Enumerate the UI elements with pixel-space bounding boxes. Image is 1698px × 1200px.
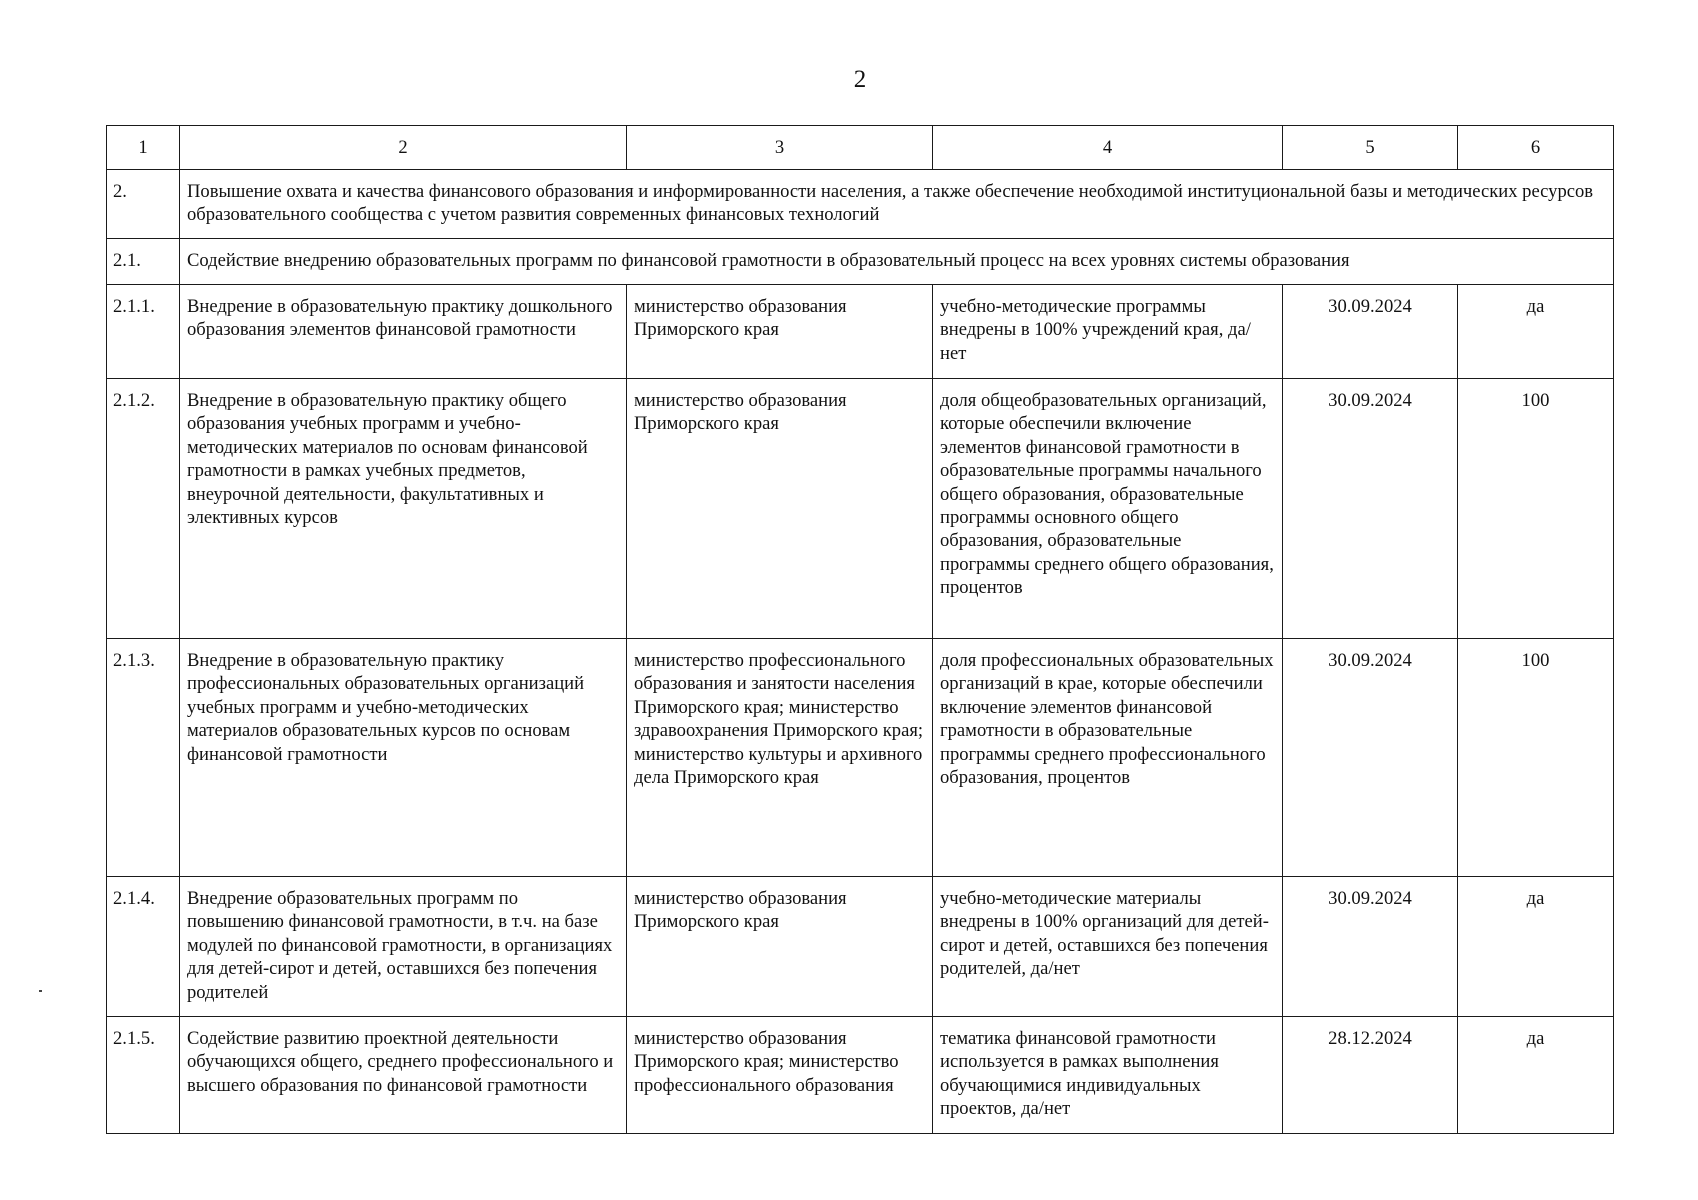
measure-cell: Содействие развитию проектной деятельности обучающихся общего, среднего профессионального и высшего образования по финансовой грамотности <box>180 1017 627 1134</box>
column-number-6: 6 <box>1458 126 1614 170</box>
measure-cell: Внедрение в образовательную практику профессиональных образовательных организаций учебных программ и учебно-методических материалов образовательных курсов по основам финансовой грамотности <box>180 639 627 877</box>
indicator-cell: тематика финансовой грамотности используется в рамках выполнения обучающимися индивидуальных проектов, да/нет <box>933 1017 1283 1134</box>
subsection-number: 2.1. <box>107 239 180 285</box>
indicator-cell: учебно-методические материалы внедрены в 100% организаций для детей-сирот и детей, оставшихся без попечения родителей, да/нет <box>933 877 1283 1017</box>
column-number-3: 3 <box>627 126 933 170</box>
measure-cell: Внедрение образовательных программ по повышению финансовой грамотности, в т.ч. на базе модулей по финансовой грамотности, в организациях для детей-сирот и детей, оставшихся без попечения родителей <box>180 877 627 1017</box>
deadline-cell: 30.09.2024 <box>1283 379 1458 639</box>
measure-cell: Внедрение в образовательную практику общего образования учебных программ и учебно-методических материалов по основам финансовой грамотности в рамках учебных предметов, внеурочной деятельности, факультативных и элективных курсов <box>180 379 627 639</box>
deadline-cell: 30.09.2024 <box>1283 877 1458 1017</box>
column-number-2: 2 <box>180 126 627 170</box>
section-row <box>107 170 1614 239</box>
value-cell: да <box>1458 285 1614 379</box>
column-number-row <box>107 126 1614 170</box>
row-number: 2.1.4. <box>107 877 180 1017</box>
table-row <box>107 379 1614 639</box>
indicator-cell: доля профессиональных образовательных организаций в крае, которые обеспечили включение элементов финансовой грамотности в образовательные программы среднего профессионального образования, процентов <box>933 639 1283 877</box>
scan-speck <box>39 990 42 992</box>
table-row <box>107 1017 1614 1134</box>
value-cell: да <box>1458 1017 1614 1134</box>
deadline-cell: 30.09.2024 <box>1283 285 1458 379</box>
row-number: 2.1.2. <box>107 379 180 639</box>
table-row <box>107 639 1614 877</box>
responsible-cell: министерство образования Приморского края <box>627 379 933 639</box>
indicator-cell: доля общеобразовательных организаций, которые обеспечили включение элементов финансовой грамотности в образовательные программы начального общего образования, образовательные программы основного общего образования, образовательные программы среднего общего образования, процентов <box>933 379 1283 639</box>
row-number: 2.1.1. <box>107 285 180 379</box>
value-cell: 100 <box>1458 379 1614 639</box>
responsible-cell: министерство образования Приморского края <box>627 877 933 1017</box>
responsible-cell: министерство образования Приморского края <box>627 285 933 379</box>
responsible-cell: министерство образования Приморского края; министерство профессионального образования <box>627 1017 933 1134</box>
value-cell: да <box>1458 877 1614 1017</box>
measure-cell: Внедрение в образовательную практику дошкольного образования элементов финансовой грамотности <box>180 285 627 379</box>
subsection-row <box>107 239 1614 285</box>
responsible-cell: министерство профессионального образования и занятости населения Приморского края; министерство здравоохранения Приморского края; министерство культуры и архивного дела Приморского края <box>627 639 933 877</box>
page-number: 2 <box>853 66 867 93</box>
section-title: Повышение охвата и качества финансового образования и информированности населения, а также обеспечение необходимой институциональной базы и методических ресурсов образовательного сообщества с учетом развития современных финансовых технологий <box>180 170 1614 239</box>
section-number: 2. <box>107 170 180 239</box>
deadline-cell: 28.12.2024 <box>1283 1017 1458 1134</box>
column-number-1: 1 <box>107 126 180 170</box>
table-row <box>107 285 1614 379</box>
subsection-title: Содействие внедрению образовательных программ по финансовой грамотности в образовательный процесс на всех уровнях системы образования <box>180 239 1614 285</box>
value-cell: 100 <box>1458 639 1614 877</box>
indicator-cell: учебно-методические программы внедрены в 100% учреждений края, да/нет <box>933 285 1283 379</box>
row-number: 2.1.5. <box>107 1017 180 1134</box>
deadline-cell: 30.09.2024 <box>1283 639 1458 877</box>
column-number-4: 4 <box>933 126 1283 170</box>
action-plan-table <box>106 125 1614 1134</box>
row-number: 2.1.3. <box>107 639 180 877</box>
table-row <box>107 877 1614 1017</box>
column-number-5: 5 <box>1283 126 1458 170</box>
